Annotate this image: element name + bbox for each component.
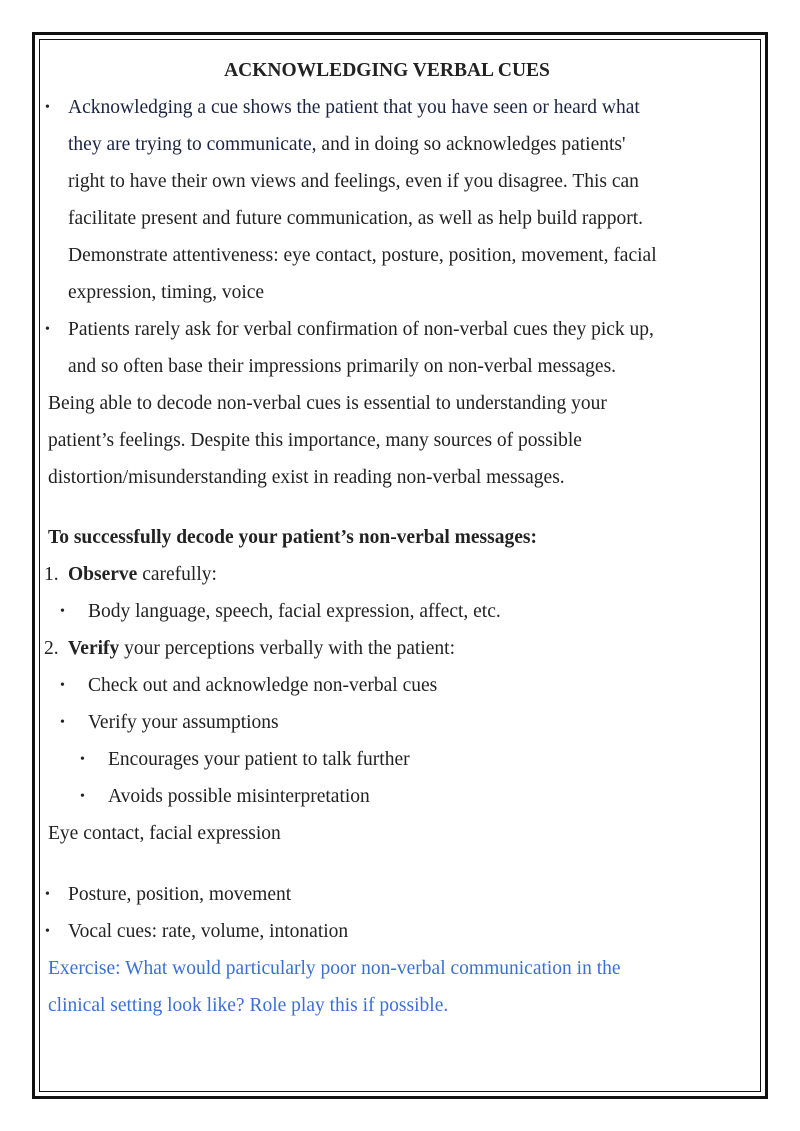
- bullet-dot-icon: •: [60, 604, 65, 619]
- bullet-dot-icon: •: [45, 924, 50, 939]
- bullet-dot-icon: •: [80, 789, 85, 804]
- bullet-vocal-cues: [47, 913, 727, 950]
- bullet-posture: [47, 876, 727, 913]
- bullet-line: Patients rarely ask for verbal confirmation of non-verbal cues they pick up,: [68, 319, 654, 340]
- bullet-line-part: and in doing so acknowledges patients': [316, 134, 626, 155]
- bullet-line: Check out and acknowledge non-verbal cues: [88, 675, 438, 696]
- bullet-dot-icon: •: [45, 887, 50, 902]
- bullet-line: facilitate present and future communication, as well as help build rapport.: [68, 208, 644, 229]
- exercise-prompt: [47, 950, 727, 1024]
- bullet-line: Encourages your patient to talk further: [108, 749, 410, 770]
- bullet-line: Posture, position, movement: [68, 884, 292, 905]
- sub-bullet-verify-assumptions: [47, 704, 727, 741]
- step-text: your perceptions verbally with the patient:: [119, 638, 456, 659]
- bullet-line: and so often base their impressions primarily on non-verbal messages.: [68, 356, 617, 377]
- paragraph-line: Being able to decode non-verbal cues is essential to understanding your: [48, 393, 607, 414]
- step-keyword: Verify: [68, 638, 120, 659]
- bullet-dot-icon: •: [60, 715, 65, 730]
- document-title: ACKNOWLEDGING VERBAL CUES: [224, 60, 550, 81]
- step-keyword: Observe: [68, 564, 138, 585]
- step-number: 2.: [44, 638, 59, 659]
- bullet-patients-rarely-ask: [47, 311, 727, 385]
- bullet-dot-icon: •: [45, 322, 50, 337]
- exercise-line: Exercise: What would particularly poor non-verbal communication in the: [48, 958, 621, 979]
- paragraph-decoding-importance: [47, 385, 727, 496]
- step-verify: [44, 630, 727, 667]
- paragraph-line: patient’s feelings. Despite this importance, many sources of possible: [48, 430, 582, 451]
- decode-heading: To successfully decode your patient’s non-verbal messages:: [48, 527, 537, 548]
- step-observe: [44, 556, 727, 593]
- spacer: [47, 852, 727, 876]
- bullet-line: Verify your assumptions: [88, 712, 279, 733]
- bullet-line: [68, 126, 727, 163]
- bullet-dot-icon: •: [45, 100, 50, 115]
- step-text: carefully:: [137, 564, 217, 585]
- bullet-dot-icon: •: [60, 678, 65, 693]
- sub-sub-bullet-avoids: [47, 778, 727, 815]
- bullet-line: right to have their own views and feelings, even if you disagree. This can: [68, 171, 639, 192]
- bullet-acknowledging-cue: [47, 89, 727, 311]
- eye-contact-line: Eye contact, facial expression: [48, 823, 281, 844]
- document-body: [44, 56, 727, 1024]
- bullet-line: expression, timing, voice: [68, 282, 265, 303]
- sub-sub-bullet-encourages: [47, 741, 727, 778]
- bullet-line: Vocal cues: rate, volume, intonation: [68, 921, 349, 942]
- bullet-dot-icon: •: [80, 752, 85, 767]
- bullet-line: Demonstrate attentiveness: eye contact, posture, position, movement, facial: [68, 245, 657, 266]
- bullet-line: Body language, speech, facial expression, affect, etc.: [88, 601, 501, 622]
- exercise-line: clinical setting look like? Role play this if possible.: [48, 995, 449, 1016]
- sub-bullet-body-language: [47, 593, 727, 630]
- paragraph-line: distortion/misunderstanding exist in reading non-verbal messages.: [48, 467, 565, 488]
- bullet-line-part: they are trying to communicate,: [68, 134, 317, 155]
- bullet-line: Avoids possible misinterpretation: [108, 786, 370, 807]
- bullet-line: Acknowledging a cue shows the patient that you have seen or heard what: [68, 97, 640, 118]
- step-number: 1.: [44, 564, 59, 585]
- sub-bullet-check-out: [47, 667, 727, 704]
